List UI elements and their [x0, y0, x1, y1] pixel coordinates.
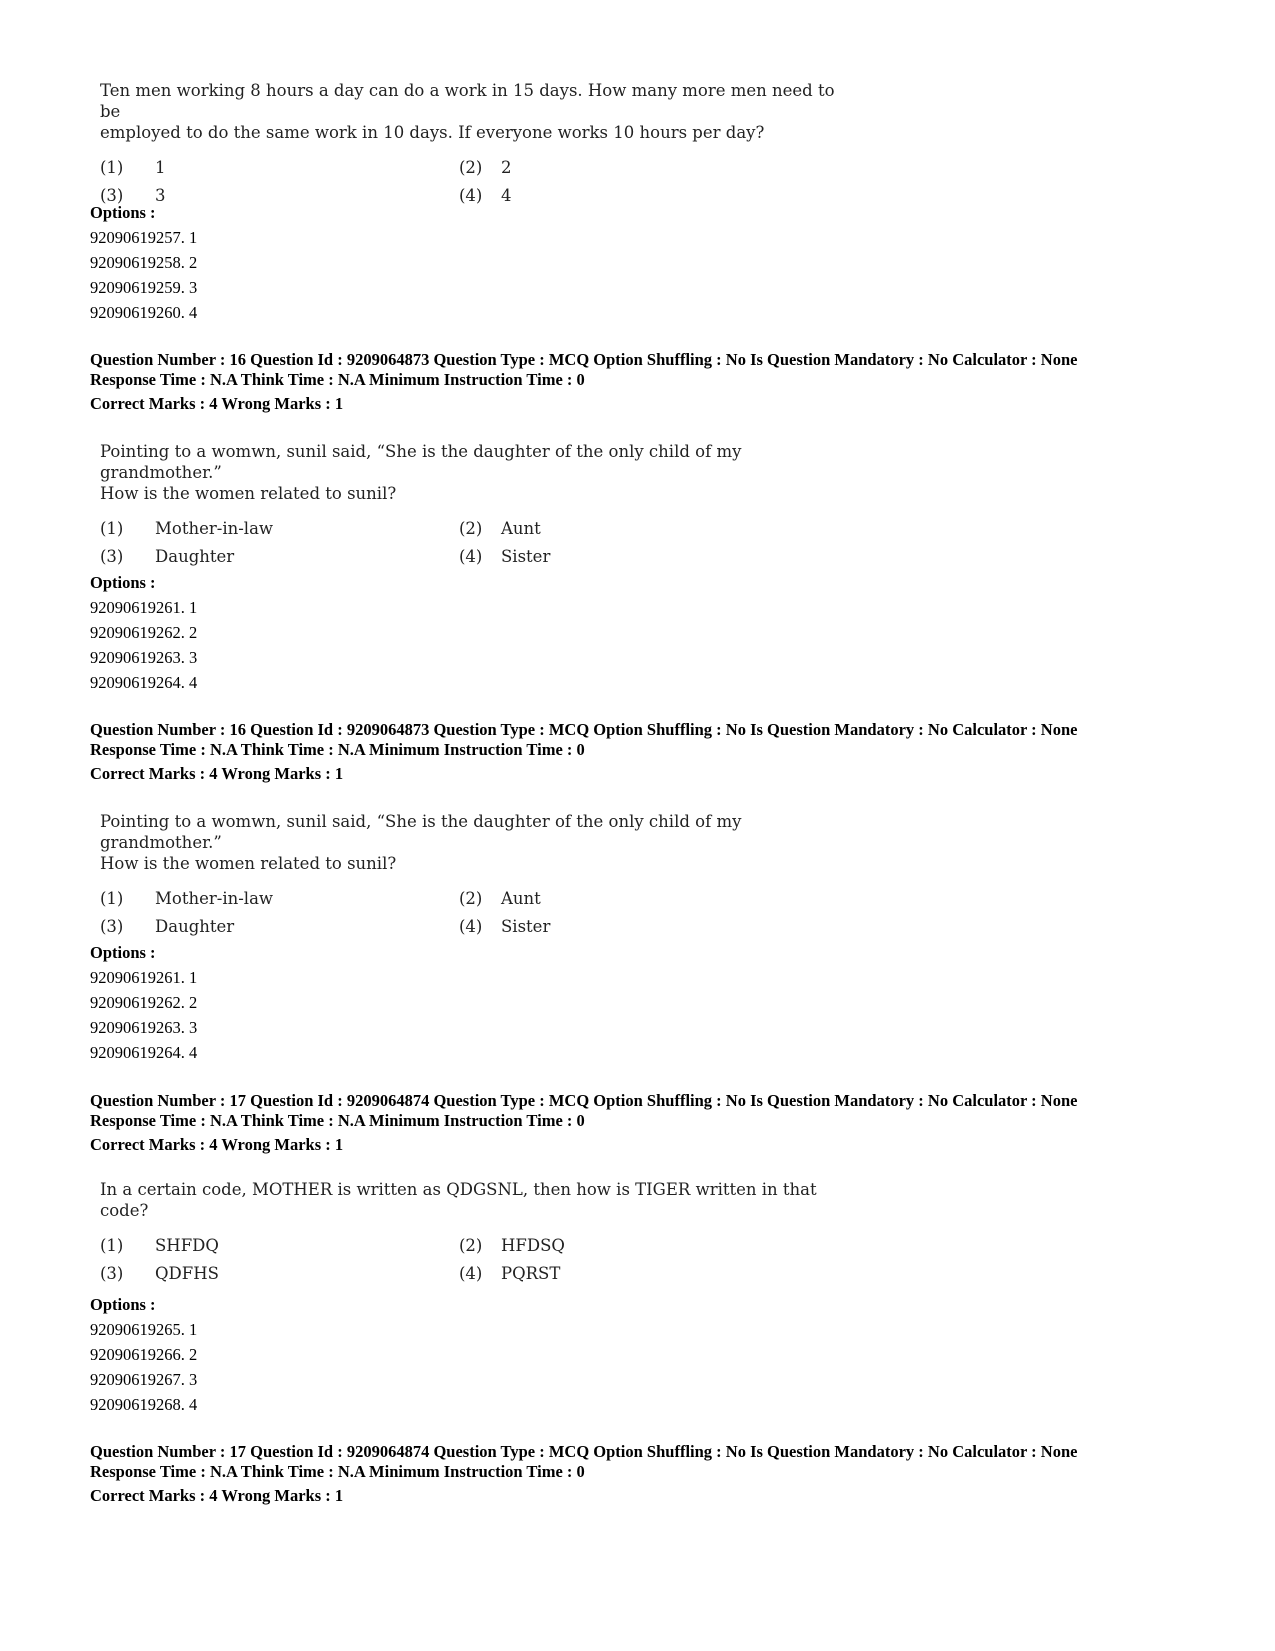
choice-grid — [100, 885, 860, 941]
choice-number: (3) — [100, 186, 124, 205]
choice-number: (2) — [459, 889, 483, 908]
choice-number: (2) — [459, 1236, 483, 1255]
choice-text: Aunt — [501, 889, 541, 908]
choice-text: PQRST — [501, 1264, 561, 1283]
choice-item — [100, 543, 234, 570]
choice-text: 4 — [501, 186, 512, 205]
choice-number: (1) — [100, 889, 124, 908]
marks-line: Correct Marks : 4 Wrong Marks : 1 — [90, 394, 344, 413]
option-id: 92090619268. 4 — [90, 1395, 198, 1414]
choice-item — [459, 1260, 560, 1287]
options-list — [90, 1292, 197, 1417]
choice-item — [100, 515, 273, 542]
choice-text: SHFDQ — [155, 1236, 219, 1255]
question-text: Pointing to a womwn, sunil said, “She is the daughter of the only child of my grandmother.” How is the women related to sunil? — [100, 442, 742, 503]
choice-number: (3) — [100, 917, 124, 936]
choice-item — [459, 913, 550, 940]
options-list — [90, 570, 197, 695]
choice-number: (2) — [459, 158, 483, 177]
options-list — [90, 200, 197, 325]
option-id: 92090619266. 2 — [90, 1345, 198, 1364]
choice-number: (4) — [459, 186, 483, 205]
option-id: 92090619264. 4 — [90, 1043, 198, 1062]
choice-number: (1) — [100, 158, 124, 177]
question-image — [100, 1179, 860, 1288]
question-image — [100, 80, 860, 210]
choice-item — [100, 913, 234, 940]
choice-number: (4) — [459, 1264, 483, 1283]
question-meta — [90, 350, 1250, 414]
choice-item — [100, 1260, 219, 1287]
question-image — [100, 811, 860, 941]
option-id: 92090619259. 3 — [90, 278, 198, 297]
question-meta — [90, 720, 1250, 784]
option-id: 92090619261. 1 — [90, 968, 198, 987]
option-id: 92090619267. 3 — [90, 1370, 198, 1389]
choice-text: Daughter — [155, 547, 235, 566]
choice-grid — [100, 515, 860, 571]
choice-item — [459, 543, 550, 570]
question-image — [100, 441, 860, 571]
meta-line: Response Time : N.A Think Time : N.A Minimum Instruction Time : 0 — [90, 1111, 585, 1130]
options-label: Options : — [90, 943, 156, 962]
question-text: Pointing to a womwn, sunil said, “She is the daughter of the only child of my grandmother.” How is the women related to sunil? — [100, 812, 742, 873]
choice-item — [100, 1232, 219, 1259]
option-id: 92090619257. 1 — [90, 228, 198, 247]
option-id: 92090619262. 2 — [90, 623, 198, 642]
meta-line: Question Number : 17 Question Id : 9209064874 Question Type : MCQ Option Shuffling : No Is Question Mandatory : No Calculator : None — [90, 1091, 1078, 1110]
choice-item — [459, 1232, 565, 1259]
choice-grid — [100, 154, 860, 210]
marks-line: Correct Marks : 4 Wrong Marks : 1 — [90, 1486, 344, 1505]
options-label: Options : — [90, 1295, 156, 1314]
meta-line: Question Number : 17 Question Id : 9209064874 Question Type : MCQ Option Shuffling : No Is Question Mandatory : No Calculator : None — [90, 1442, 1078, 1461]
meta-line: Response Time : N.A Think Time : N.A Minimum Instruction Time : 0 — [90, 1462, 585, 1481]
choice-number: (1) — [100, 1236, 124, 1255]
choice-number: (3) — [100, 547, 124, 566]
choice-item — [100, 154, 166, 181]
choice-item — [459, 515, 541, 542]
choice-text: Mother-in-law — [155, 889, 274, 908]
choice-text: Aunt — [501, 519, 541, 538]
options-label: Options : — [90, 573, 156, 592]
option-id: 92090619262. 2 — [90, 993, 198, 1012]
choice-text: 3 — [155, 186, 166, 205]
choice-item — [100, 885, 273, 912]
option-id: 92090619265. 1 — [90, 1320, 198, 1339]
marks-line: Correct Marks : 4 Wrong Marks : 1 — [90, 1135, 344, 1154]
choice-text: Sister — [501, 917, 551, 936]
meta-line: Response Time : N.A Think Time : N.A Minimum Instruction Time : 0 — [90, 370, 585, 389]
choice-number: (4) — [459, 547, 483, 566]
choice-text: Mother-in-law — [155, 519, 274, 538]
choice-number: (4) — [459, 917, 483, 936]
choice-item — [459, 154, 512, 181]
options-label: Options : — [90, 203, 156, 222]
question-meta — [90, 1091, 1250, 1155]
choice-number: (3) — [100, 1264, 124, 1283]
option-id: 92090619261. 1 — [90, 598, 198, 617]
option-id: 92090619260. 4 — [90, 303, 198, 322]
choice-text: Sister — [501, 547, 551, 566]
choice-item — [459, 885, 541, 912]
choice-item — [459, 182, 512, 209]
option-id: 92090619263. 3 — [90, 648, 198, 667]
meta-line: Question Number : 16 Question Id : 9209064873 Question Type : MCQ Option Shuffling : No Is Question Mandatory : No Calculator : None — [90, 720, 1078, 739]
choice-number: (1) — [100, 519, 124, 538]
meta-line: Question Number : 16 Question Id : 9209064873 Question Type : MCQ Option Shuffling : No Is Question Mandatory : No Calculator : None — [90, 350, 1078, 369]
choice-text: QDFHS — [155, 1264, 219, 1283]
meta-line: Response Time : N.A Think Time : N.A Minimum Instruction Time : 0 — [90, 740, 585, 759]
question-text: In a certain code, MOTHER is written as QDGSNL, then how is TIGER written in that code? — [100, 1180, 817, 1220]
option-id: 92090619258. 2 — [90, 253, 198, 272]
choice-text: 1 — [155, 158, 166, 177]
options-list — [90, 940, 197, 1065]
choice-number: (2) — [459, 519, 483, 538]
marks-line: Correct Marks : 4 Wrong Marks : 1 — [90, 764, 344, 783]
question-meta — [90, 1442, 1250, 1506]
option-id: 92090619263. 3 — [90, 1018, 198, 1037]
question-text: Ten men working 8 hours a day can do a work in 15 days. How many more men need to be employed to do the same work in 10 days. If everyone works 10 hours per day? — [100, 81, 835, 142]
choice-text: 2 — [501, 158, 512, 177]
choice-text: HFDSQ — [501, 1236, 565, 1255]
option-id: 92090619264. 4 — [90, 673, 198, 692]
choice-text: Daughter — [155, 917, 235, 936]
choice-grid — [100, 1232, 860, 1288]
